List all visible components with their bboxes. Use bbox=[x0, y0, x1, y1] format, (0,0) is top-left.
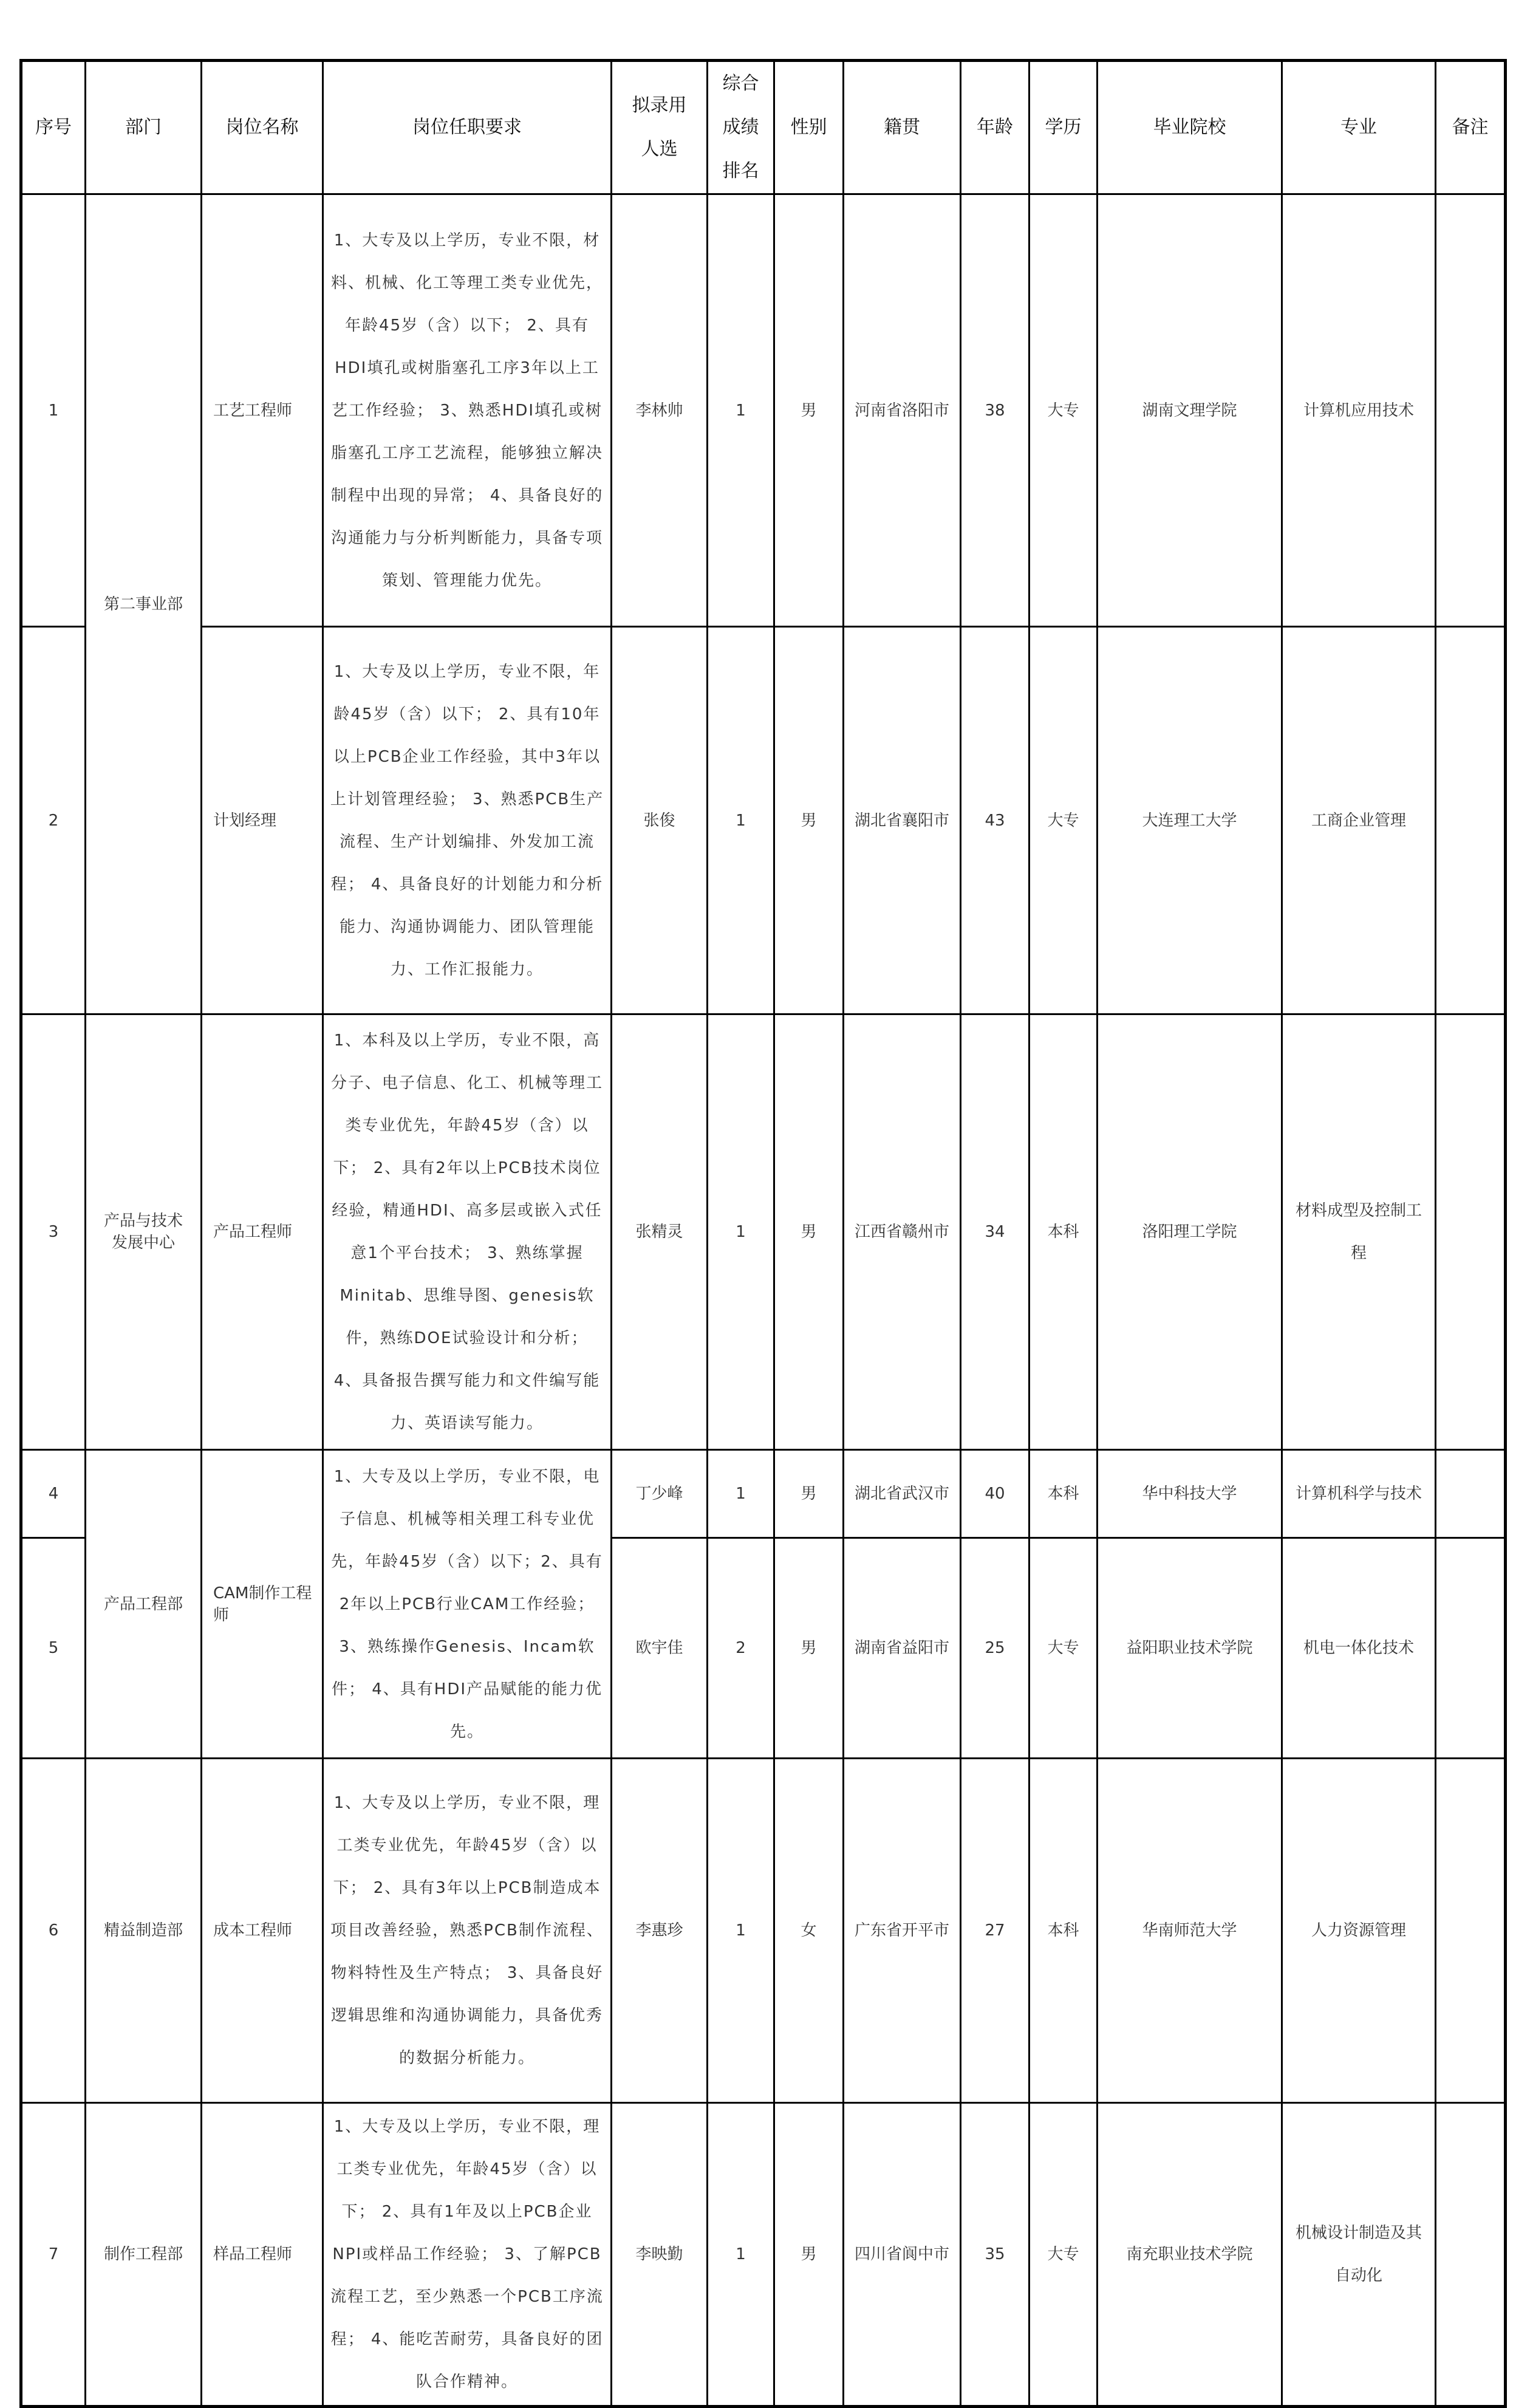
cell-requirements: 1、大专及以上学历，专业不限，理工类专业优先，年龄45岁（含）以下； 2、具有3年以上PCB制造成本项目改善经验，熟悉PCB制作流程、物料特性及生产特点； 3、具备良好逻辑思维和沟通协调能力，具备优秀的数据分析能力。 bbox=[323, 1759, 612, 2103]
cell-candidate: 丁少峰 bbox=[612, 1450, 708, 1538]
cell-age: 25 bbox=[961, 1538, 1029, 1759]
cell-education: 本科 bbox=[1029, 1450, 1098, 1538]
cell-major: 计算机应用技术 bbox=[1282, 194, 1436, 627]
cell-age: 35 bbox=[961, 2103, 1029, 2407]
hiring-roster-table bbox=[19, 59, 1507, 2408]
cell-candidate: 李映勤 bbox=[612, 2103, 708, 2407]
cell-remarks bbox=[1436, 2103, 1506, 2407]
cell-seq: 5 bbox=[21, 1538, 86, 1759]
cell-requirements: 1、大专及以上学历，专业不限，理工类专业优先，年龄45岁（含）以下； 2、具有1年及以上PCB企业NPI或样品工作经验； 3、了解PCB流程工艺，至少熟悉一个PCB工序流程； 4、能吃苦耐劳，具备良好的团队合作精神。 bbox=[323, 2103, 612, 2407]
cell-dept: 产品与技术发展中心 bbox=[86, 1014, 202, 1450]
cell-major: 人力资源管理 bbox=[1282, 1759, 1436, 2103]
cell-education: 本科 bbox=[1029, 1759, 1098, 2103]
cell-position: 样品工程师 bbox=[202, 2103, 323, 2407]
cell-school: 南充职业技术学院 bbox=[1098, 2103, 1282, 2407]
cell-dept: 制作工程部 bbox=[86, 2103, 202, 2407]
cell-education: 大专 bbox=[1029, 2103, 1098, 2407]
header-row bbox=[21, 61, 1506, 194]
header-candidate: 拟录用人选 bbox=[612, 61, 708, 194]
header-education: 学历 bbox=[1029, 61, 1098, 194]
cell-rank: 1 bbox=[708, 1450, 774, 1538]
cell-gender: 男 bbox=[774, 1450, 844, 1538]
cell-seq: 3 bbox=[21, 1014, 86, 1450]
header-gender: 性别 bbox=[774, 61, 844, 194]
cell-rank: 1 bbox=[708, 627, 774, 1014]
cell-major: 机械设计制造及其自动化 bbox=[1282, 2103, 1436, 2407]
cell-candidate: 李林帅 bbox=[612, 194, 708, 627]
cell-candidate: 李惠珍 bbox=[612, 1759, 708, 2103]
cell-rank: 1 bbox=[708, 1014, 774, 1450]
cell-gender: 男 bbox=[774, 2103, 844, 2407]
table-row bbox=[21, 2103, 1506, 2407]
header-school: 毕业院校 bbox=[1098, 61, 1282, 194]
cell-requirements: 1、大专及以上学历，专业不限，年龄45岁（含）以下； 2、具有10年以上PCB企业工作经验，其中3年以上计划管理经验； 3、熟悉PCB生产流程、生产计划编排、外发加工流程； 4、具备良好的计划能力和分析能力、沟通协调能力、团队管理能力、工作汇报能力。 bbox=[323, 627, 612, 1014]
cell-remarks bbox=[1436, 1538, 1506, 1759]
cell-seq: 6 bbox=[21, 1759, 86, 2103]
cell-position: 产品工程师 bbox=[202, 1014, 323, 1450]
cell-remarks bbox=[1436, 1759, 1506, 2103]
cell-requirements: 1、本科及以上学历，专业不限，高分子、电子信息、化工、机械等理工类专业优先，年龄45岁（含）以下； 2、具有2年以上PCB技术岗位经验，精通HDI、高多层或嵌入式任意1个平台技术； 3、熟练掌握Minitab、思维导图、genesis软件，熟练DOE试验设计和分析； 4、具备报告撰写能力和文件编写能力、英语读写能力。 bbox=[323, 1014, 612, 1450]
cell-education: 大专 bbox=[1029, 1538, 1098, 1759]
cell-origin: 湖北省襄阳市 bbox=[844, 627, 961, 1014]
cell-requirements: 1、大专及以上学历，专业不限，电子信息、机械等相关理工科专业优先，年龄45岁（含）以下；2、具有2年以上PCB行业CAM工作经验； 3、熟练操作Genesis、Incam软件； 4、具有HDI产品赋能的能力优先。 bbox=[323, 1450, 612, 1759]
cell-major: 材料成型及控制工程 bbox=[1282, 1014, 1436, 1450]
cell-school: 洛阳理工学院 bbox=[1098, 1014, 1282, 1450]
table-row bbox=[21, 1450, 1506, 1538]
cell-remarks bbox=[1436, 1014, 1506, 1450]
cell-position: 工艺工程师 bbox=[202, 194, 323, 627]
cell-candidate: 欧宇佳 bbox=[612, 1538, 708, 1759]
cell-gender: 女 bbox=[774, 1759, 844, 2103]
table-row bbox=[21, 1014, 1506, 1450]
cell-gender: 男 bbox=[774, 1538, 844, 1759]
cell-age: 40 bbox=[961, 1450, 1029, 1538]
header-major: 专业 bbox=[1282, 61, 1436, 194]
cell-age: 27 bbox=[961, 1759, 1029, 2103]
cell-school: 华南师范大学 bbox=[1098, 1759, 1282, 2103]
cell-rank: 1 bbox=[708, 1759, 774, 2103]
header-position: 岗位名称 bbox=[202, 61, 323, 194]
cell-seq: 7 bbox=[21, 2103, 86, 2407]
cell-position: CAM制作工程师 bbox=[202, 1450, 323, 1759]
cell-seq: 2 bbox=[21, 627, 86, 1014]
cell-education: 大专 bbox=[1029, 194, 1098, 627]
header-rank: 综合成绩排名 bbox=[708, 61, 774, 194]
cell-origin: 湖北省武汉市 bbox=[844, 1450, 961, 1538]
cell-origin: 广东省开平市 bbox=[844, 1759, 961, 2103]
cell-remarks bbox=[1436, 627, 1506, 1014]
header-requirements: 岗位任职要求 bbox=[323, 61, 612, 194]
cell-major: 机电一体化技术 bbox=[1282, 1538, 1436, 1759]
cell-age: 43 bbox=[961, 627, 1029, 1014]
cell-education: 大专 bbox=[1029, 627, 1098, 1014]
cell-rank: 1 bbox=[708, 194, 774, 627]
cell-major: 工商企业管理 bbox=[1282, 627, 1436, 1014]
cell-origin: 江西省赣州市 bbox=[844, 1014, 961, 1450]
cell-dept: 产品工程部 bbox=[86, 1450, 202, 1759]
cell-seq: 1 bbox=[21, 194, 86, 627]
cell-gender: 男 bbox=[774, 194, 844, 627]
cell-dept: 精益制造部 bbox=[86, 1759, 202, 2103]
cell-education: 本科 bbox=[1029, 1014, 1098, 1450]
cell-school: 湖南文理学院 bbox=[1098, 194, 1282, 627]
cell-age: 38 bbox=[961, 194, 1029, 627]
cell-origin: 湖南省益阳市 bbox=[844, 1538, 961, 1759]
cell-position: 成本工程师 bbox=[202, 1759, 323, 2103]
header-age: 年龄 bbox=[961, 61, 1029, 194]
cell-requirements: 1、大专及以上学历，专业不限，材料、机械、化工等理工类专业优先，年龄45岁（含）以下； 2、具有HDI填孔或树脂塞孔工序3年以上工艺工作经验； 3、熟悉HDI填孔或树脂塞孔工序工艺流程，能够独立解决制程中出现的异常； 4、具备良好的沟通能力与分析判断能力，具备专项策划、管理能力优先。 bbox=[323, 194, 612, 627]
cell-school: 益阳职业技术学院 bbox=[1098, 1538, 1282, 1759]
table-row bbox=[21, 1759, 1506, 2103]
cell-major: 计算机科学与技术 bbox=[1282, 1450, 1436, 1538]
cell-candidate: 张俊 bbox=[612, 627, 708, 1014]
cell-remarks bbox=[1436, 1450, 1506, 1538]
cell-remarks bbox=[1436, 194, 1506, 627]
header-dept: 部门 bbox=[86, 61, 202, 194]
cell-age: 34 bbox=[961, 1014, 1029, 1450]
table-row bbox=[21, 627, 1506, 1014]
header-seq: 序号 bbox=[21, 61, 86, 194]
cell-dept: 第二事业部 bbox=[86, 194, 202, 1014]
cell-seq: 4 bbox=[21, 1450, 86, 1538]
cell-candidate: 张精灵 bbox=[612, 1014, 708, 1450]
cell-school: 大连理工大学 bbox=[1098, 627, 1282, 1014]
cell-rank: 2 bbox=[708, 1538, 774, 1759]
cell-origin: 四川省阆中市 bbox=[844, 2103, 961, 2407]
header-remarks: 备注 bbox=[1436, 61, 1506, 194]
cell-gender: 男 bbox=[774, 627, 844, 1014]
cell-school: 华中科技大学 bbox=[1098, 1450, 1282, 1538]
cell-gender: 男 bbox=[774, 1014, 844, 1450]
cell-position: 计划经理 bbox=[202, 627, 323, 1014]
table-row bbox=[21, 194, 1506, 627]
cell-rank: 1 bbox=[708, 2103, 774, 2407]
header-origin: 籍贯 bbox=[844, 61, 961, 194]
cell-origin: 河南省洛阳市 bbox=[844, 194, 961, 627]
